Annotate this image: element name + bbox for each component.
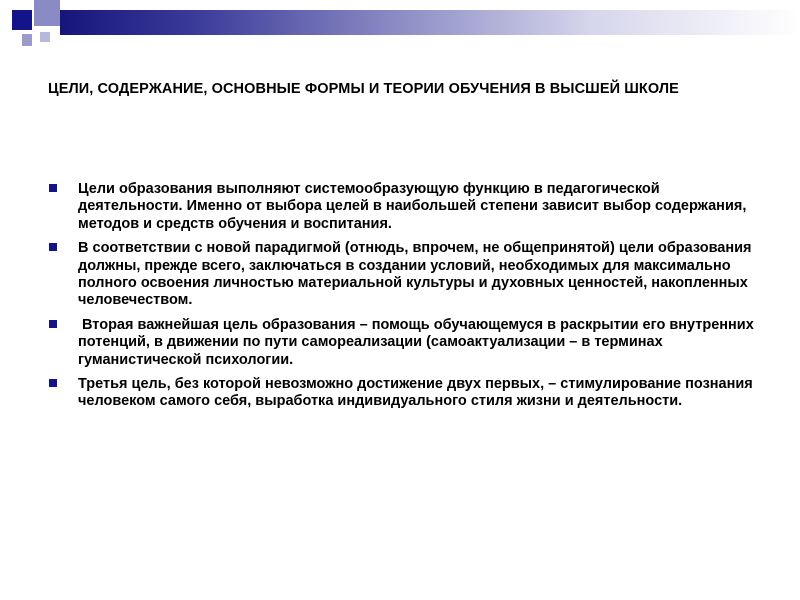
decor-square-small-light <box>40 32 50 42</box>
bullet-text: Вторая важнейшая цель образования – помощь обучающемуся в раскрытии его внутренних потенций, в движении по пути самореализации (самоактуализации – в терминах гуманистической психологии. <box>78 316 758 368</box>
decor-square-small-dark <box>22 34 32 46</box>
square-bullet-icon <box>49 379 57 387</box>
bullet-text: В соответствии с новой парадигмой (отнюдь, впрочем, не общепринятой) цели образования должны, прежде всего, заключаться в создании условий, необходимых для максимально полного освоения личностью материальной культуры и духовных ценностей, накопленных человечеством. <box>78 240 752 309</box>
bullet-text: Цели образования выполняют системообразующую функцию в педагогической деятельности. Именно от выбора целей в наибольшей степени зависит выбор содержания, методов и средств обучения и воспитания. <box>78 181 747 232</box>
bullet-item <box>48 317 758 369</box>
bullet-item <box>48 181 758 233</box>
bullet-item <box>48 376 758 411</box>
header-band <box>60 10 800 35</box>
square-bullet-icon <box>49 320 57 328</box>
decor-square-medium <box>34 0 60 26</box>
slide-title: ЦЕЛИ, СОДЕРЖАНИЕ, ОСНОВНЫЕ ФОРМЫ И ТЕОРИИ ОБУЧЕНИЯ В ВЫСШЕЙ ШКОЛЕ <box>48 81 679 97</box>
square-bullet-icon <box>49 243 57 251</box>
bullet-list <box>48 181 758 418</box>
bullet-item <box>48 240 758 310</box>
decor-square-large <box>12 10 32 30</box>
square-bullet-icon <box>49 184 57 192</box>
bullet-text: Третья цель, без которой невозможно достижение двух первых, – стимулирование познания человеком самого себя, выработка индивидуального стиля жизни и деятельности. <box>78 376 753 410</box>
